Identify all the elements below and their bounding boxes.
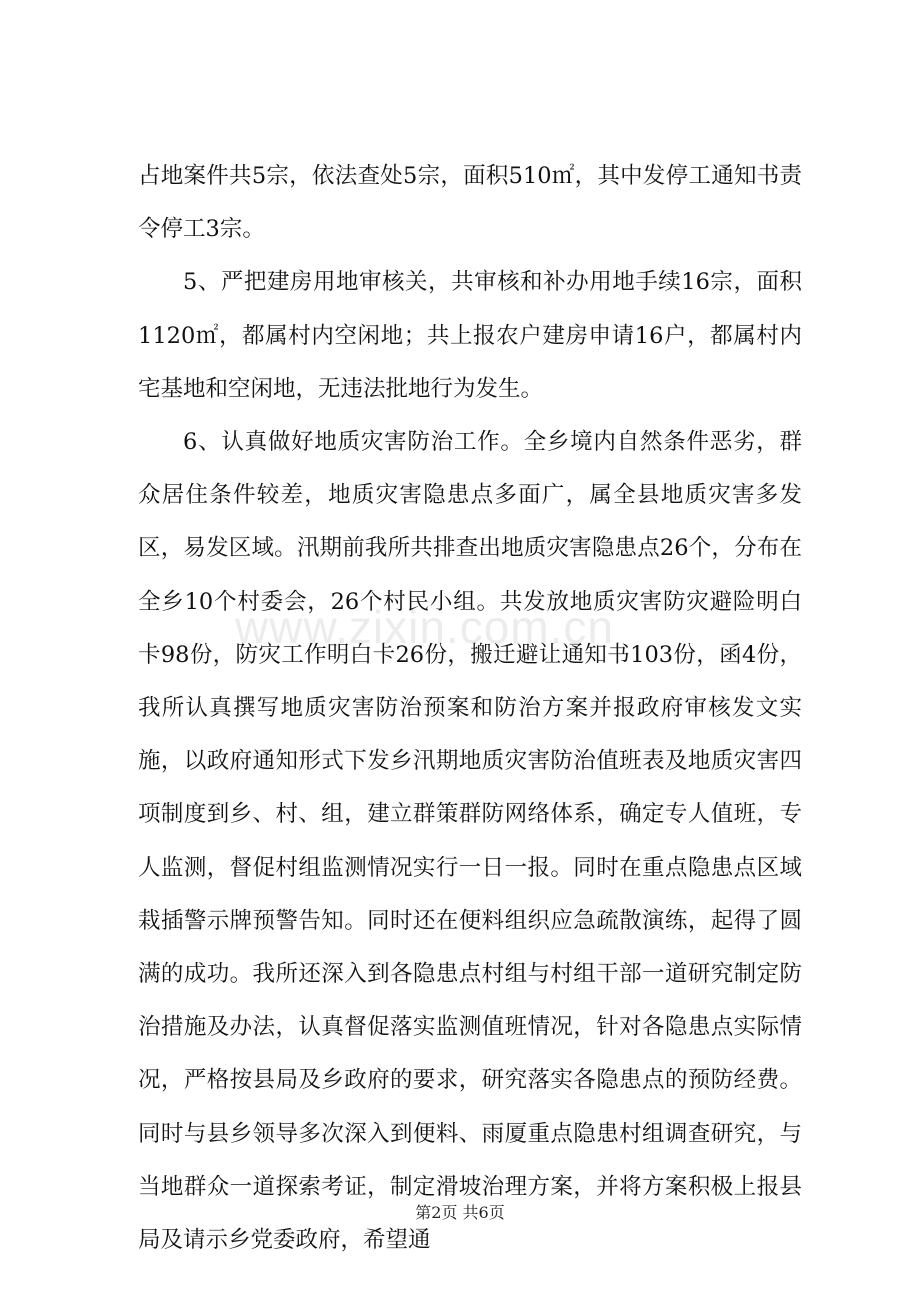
page-footer: 第2页 共6页 xyxy=(415,1203,505,1222)
watermark: www.zixin.com.cn xyxy=(235,601,614,653)
paragraph-continuation: 占地案件共5宗，依法查处5宗，面积510㎡，其中发停工通知书责令停工3宗。 xyxy=(138,163,802,243)
paragraph-item-5: 5、严把建房用地审核关，共审核和补办用地手续16宗，面积1120㎡，都属村内空闲地；共上报农户建房申请16户，都属村内宅基地和空闲地，无违法批地行为发生。 xyxy=(138,269,802,402)
paragraph-item-6: 6、认真做好地质灾害防治工作。全乡境内自然条件恶劣，群众居住条件较差，地质灾害隐患点多面广，属全县地质灾害多发区，易发区域。汛期前我所共排查出地质灾害隐患点26个，分布在全乡10个村委会，26个村民小组。共发放地质灾害防灾避险明白卡98份，防灾工作明白卡26份，搬迁避让通知书103份，函4份，我所认真撰写地质灾害防治预案和防治方案并报政府审核发文实施，以政府通知形式下发乡汛期地质灾害防治值班表及地质灾害四项制度到乡、村、组，建立群策群防网络体系，确定专人值班，专人监测，督促村组监测情况实行一日一报。同时在重点隐患点区域栽插警示牌预警告知。同时还在便料组织应急疏散演练，起得了圆满的成功。我所还深入到各隐患点村组与村组干部一道研究制定防治措施及办法，认真督促落实监测值班情况，针对各隐患点实际情况，严格按县局及乡政府的要求，研究落实各隐患点的预防经费。同时与县乡领导多次深入到便料、雨厦重点隐患村组调查研究，与当地群众一道探索考证，制定滑坡治理方案，并将方案积极上报县局及请示乡党委政府，希望通 xyxy=(138,429,802,1254)
document-body xyxy=(138,150,802,1267)
